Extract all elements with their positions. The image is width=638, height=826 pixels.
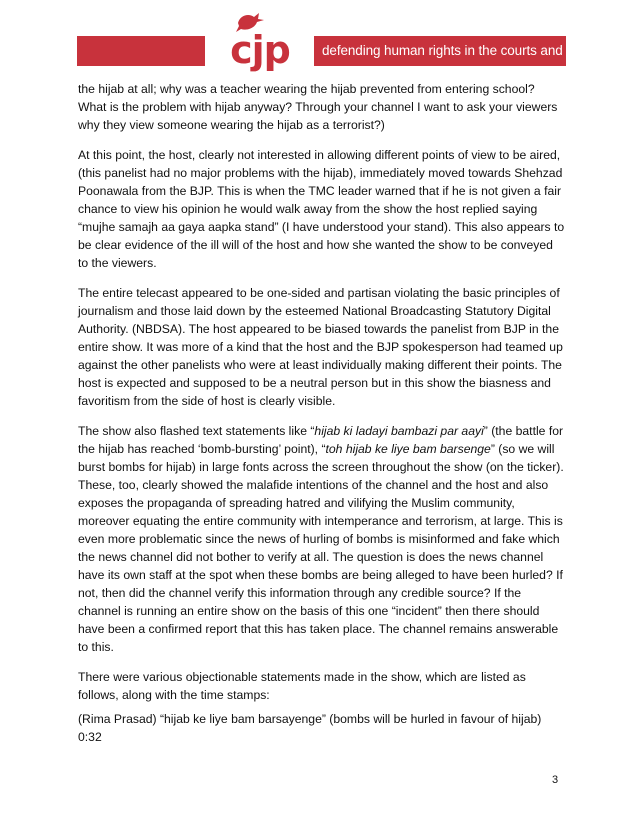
paragraph-4-quote-1: hijab ki ladayi bambazi par aayi xyxy=(314,424,484,438)
paragraph-4-text-a: The show also flashed text statements like “ xyxy=(78,424,315,438)
paragraph-4-text-c: ” (so we will burst bombs for hijab) in large fonts across the screen throughout the show (on the ticker). These, too, clearly showed the malafide intentions of the channel and the host and also exposes the propaganda of spreading hatred and vilifying the Muslim community, moreover equating the entire community with intemperance and terrorism, at large. This is even more problematic since the news of hurling of bombs is misinformed and fake which the news channel did not bother to verify at all. The question is does the news channel have its own staff at the spot when these bombs are being alleged to have been hurled? If not, then did the channel verify this information through any credible source? If the channel is running an entire show on the basis of this one “incident” then there should have been a confirmed report that this has taken place. The channel remains answerable to this. xyxy=(78,442,564,654)
page-header xyxy=(0,0,638,80)
paragraph-1: the hijab at all; why was a teacher wearing the hijab prevented from entering school? What is the problem with hijab anyway? Through your channel I want to ask your viewers why they view someone wearing the hijab as a terrorist?) xyxy=(78,82,558,132)
page-number: 3 xyxy=(552,774,559,786)
paragraph-5: There were various objectionable statements made in the show, which are listed as follows, along with the time stamps: xyxy=(78,670,526,702)
header-bar-left xyxy=(77,36,205,66)
document-body xyxy=(78,80,566,758)
paragraph-3: The entire telecast appeared to be one-sided and partisan violating the basic principles of journalism and those laid down by the esteemed National Broadcasting Statutory Digital Authority. (NBDSA). The host appeared to be biased towards the panelist from BJP in the entire show. It was more of a kind that the host and the BJP spokesperson had teamed up against the other panelists who were at least individually making different their points. The host is expected and supposed to be a neutral person but in this show the biasness and favoritism from the side of host is clearly visible. xyxy=(78,286,563,408)
header-tagline: defending human rights in the courts and beyond xyxy=(322,43,611,58)
paragraph-4-quote-2: toh hijab ke liye bam barsenge xyxy=(325,442,491,456)
paragraph-2: At this point, the host, clearly not interested in allowing different points of view to be aired, (this panelist had no major problems with the hijab), immediately moved towards Shehzad Poonawala from the BJP. This is when the TMC leader warned that if he is not given a fair chance to view his opinion he would walk away from the show the host replied saying “mujhe samajh aa gaya aapka stand” (I have understood your stand). This also appears to be clear evidence of the ill will of the host and how she wanted the show to be conveyed to the viewers. xyxy=(78,148,565,270)
logo-text: cjp xyxy=(230,28,290,72)
cjp-logo xyxy=(209,10,311,76)
paragraph-6: (Rima Prasad) “hijab ke liye bam barsayenge” (bombs will be hurled in favour of hijab) 0:32 xyxy=(78,712,542,744)
paragraph-4-text-b: ” (the battle for the hijab has reached ‘bomb-bursting’ point), “ xyxy=(78,424,564,456)
paragraph-4 xyxy=(78,422,566,656)
